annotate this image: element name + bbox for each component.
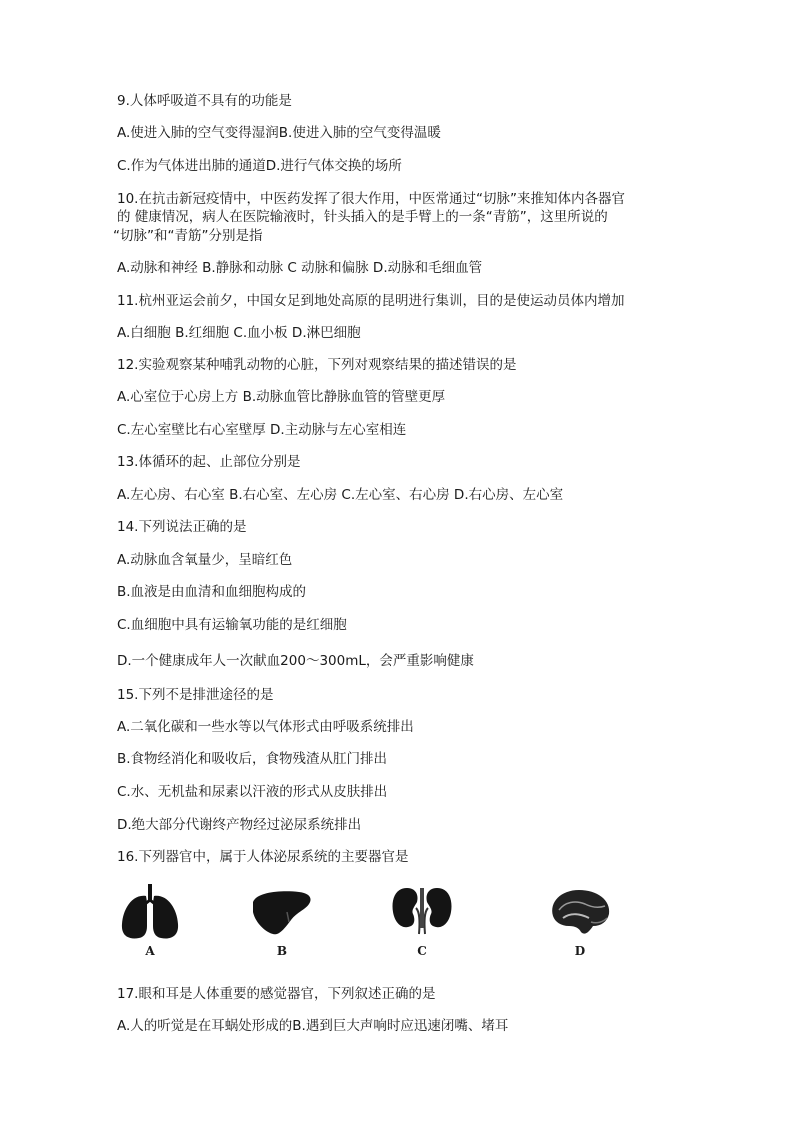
figure-label-a: A [145,944,155,958]
q10-stem-line3: “切脉”和“青筋”分别是指 [113,228,263,244]
q13-options: A.左心房、右心室 B.右心室、左心房 C.左心室、右心房 D.右心房、左心室 [117,487,564,503]
q15-option-b: B.食物经消化和吸收后，食物残渣从肛门排出 [117,751,388,767]
organ-kidneys [387,882,457,962]
lungs-icon [115,882,185,944]
q17-stem: 17.眼和耳是人体重要的感觉器官，下列叙述正确的是 [117,986,436,1002]
kidneys-icon [387,882,457,944]
organ-brain [545,882,615,962]
q16-organ-figure [110,882,630,962]
q11-stem: 11.杭州亚运会前夕，中国女足到地处高原的昆明进行集训，目的是使运动员体内增加 [117,293,625,309]
figure-label-c: C [417,944,427,958]
q9-stem: 9.人体呼吸道不具有的功能是 [117,93,292,109]
q12-options-cd: C.左心室壁比右心室壁厚 D.主动脉与左心室相连 [117,422,407,438]
organ-liver [247,882,317,962]
q10-options: A.动脉和神经 B.静脉和动脉 C 动脉和偏脉 D.动脉和毛细血管 [117,260,483,276]
figure-label-d: D [574,944,586,958]
q12-stem: 12.实验观察某种哺乳动物的心脏，下列对观察结果的描述错误的是 [117,357,517,373]
q14-stem: 14.下列说法正确的是 [117,519,247,535]
q10-stem-line2: 的 健康情况，病人在医院输液时，针头插入的是手臂上的一条“青筋”，这里所说的 [117,209,608,225]
q14-option-a: A.动脉血含氧量少，呈暗红色 [117,552,293,568]
q15-option-d: D.绝大部分代谢终产物经过泌尿系统排出 [117,817,362,833]
q17-options-ab: A.人的听觉是在耳蜗处形成的B.遇到巨大声响时应迅速闭嘴、堵耳 [117,1018,509,1034]
q16-stem: 16.下列器官中，属于人体泌尿系统的主要器官是 [117,849,409,865]
liver-icon [247,882,317,944]
brain-icon [545,882,615,944]
q14-option-b: B.血液是由血清和血细胞构成的 [117,584,307,600]
q15-option-a: A.二氧化碳和一些水等以气体形式由呼吸系统排出 [117,719,414,735]
q11-options: A.白细胞 B.红细胞 C.血小板 D.淋巴细胞 [117,325,361,341]
q12-options-ab: A.心室位于心房上方 B.动脉血管比静脉血管的管壁更厚 [117,389,446,405]
q9-options-cd: C.作为气体进出肺的通道D.进行气体交换的场所 [117,158,402,174]
q15-option-c: C.水、无机盐和尿素以汗液的形式从皮肤排出 [117,784,388,800]
q14-option-d: D.一个健康成年人一次献血200～300mL，会严重影响健康 [117,653,474,669]
q13-stem: 13.体循环的起、止部位分别是 [117,454,301,470]
q9-options-ab: A.使进入肺的空气变得湿润B.使进入肺的空气变得温暖 [117,125,441,141]
organ-lungs [115,882,185,962]
q15-stem: 15.下列不是排泄途径的是 [117,687,274,703]
figure-label-b: B [276,944,288,958]
q14-option-c: C.血细胞中具有运输氧功能的是红细胞 [117,617,347,633]
q10-stem-line1: 10.在抗击新冠疫情中，中医药发挥了很大作用，中医常通过“切脉”来推知体内各器官 [117,191,625,207]
